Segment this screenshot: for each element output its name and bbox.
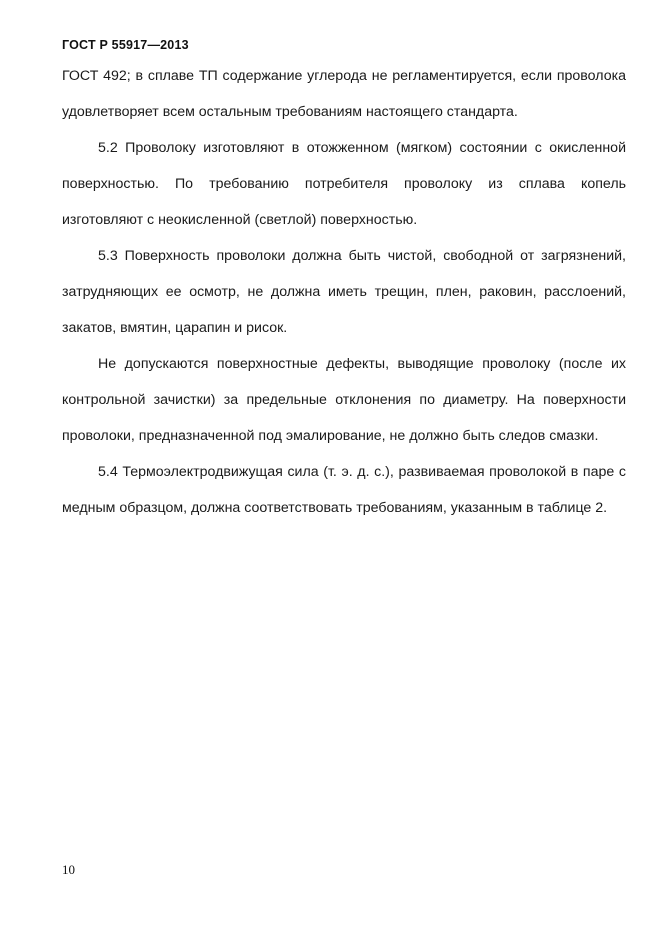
paragraph-5-3: 5.3 Поверхность проволоки должна быть чистой, свободной от загрязнений, затрудняющих ее осмотр, не должна иметь трещин, плен, раковин, расслоений, закатов, вмятин, царапин и рисок. <box>62 248 626 336</box>
page-number: 10 <box>62 862 75 877</box>
paragraph-continuation: ГОСТ 492; в сплаве ТП содержание углерода не регламентируется, если проволока удовлетворяет всем остальным требованиям настоящего стандарта. <box>62 68 626 120</box>
paragraph-5-4: 5.4 Термоэлектродвижущая сила (т. э. д. с.), развиваемая проволокой в паре с медным образцом, должна соответствовать требованиям, указанным в таблице 2. <box>62 464 626 516</box>
paragraph-5-2: 5.2 Проволоку изготовляют в отожженном (мягком) состоянии с окисленной поверхностью. По требованию потребителя проволоку из сплава копель изготовляют с неокисленной (светлой) поверхностью. <box>62 140 626 228</box>
paragraph-surface-defects: Не допускаются поверхностные дефекты, выводящие проволоку (после их контрольной зачистки) за предельные отклонения по диаметру. На поверхности проволоки, предназначенной под эмалирование, не должно быть следов смазки. <box>62 356 626 444</box>
document-header-code: ГОСТ Р 55917—2013 <box>62 38 189 52</box>
document-body <box>62 58 626 526</box>
